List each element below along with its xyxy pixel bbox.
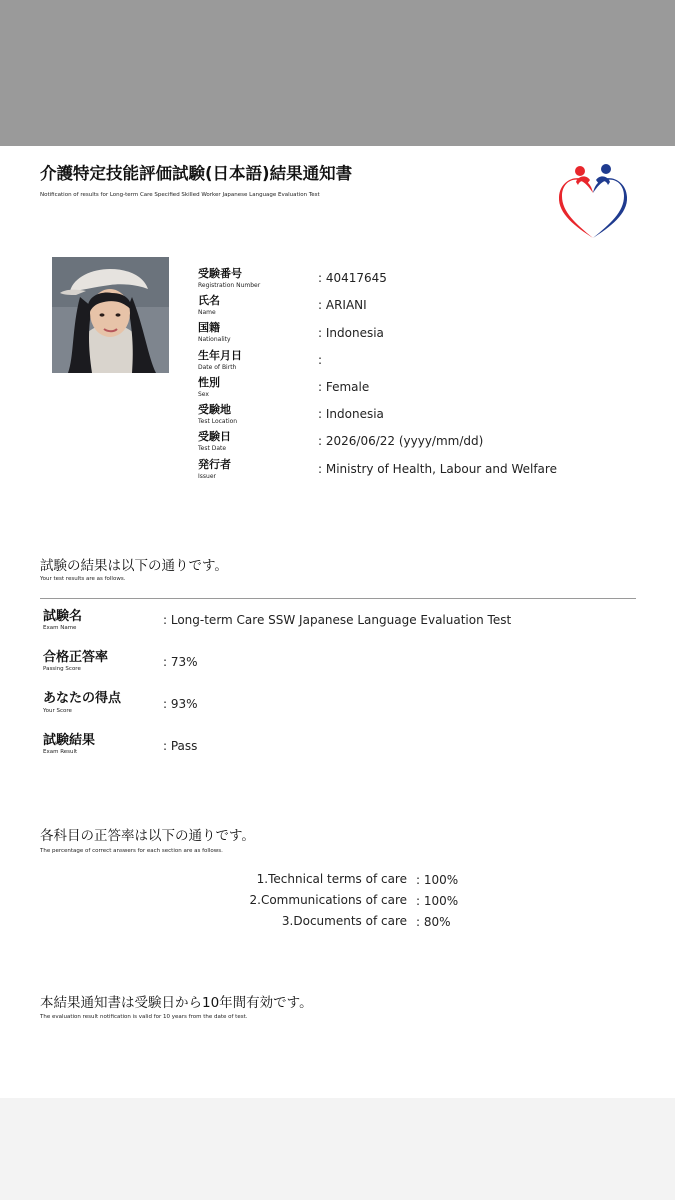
exam-name-label-en: Exam Name (43, 625, 77, 631)
date-of-birth-value: : (318, 353, 323, 367)
result-notification-document (0, 146, 675, 1098)
sections-subtitle: The percentage of correct answers for each section are as follows. (40, 848, 223, 854)
validity-subtitle: The evaluation result notification is valid for 10 years from the date of test. (40, 1014, 248, 1020)
sex-label-jp: 性別 (198, 376, 220, 389)
your-score-value: : 93% (163, 697, 198, 711)
bottom-band (0, 1098, 675, 1200)
subject-communications-score: : 100% (416, 894, 459, 908)
sections-title: 各科目の正答率は以下の通りです。 (40, 828, 255, 844)
test-date-value: : 2026/06/22 (yyyy/mm/dd) (318, 434, 484, 448)
test-location-label-jp: 受験地 (198, 403, 231, 416)
subject-communications: 2.Communications of care (249, 893, 407, 907)
sex-label-en: Sex (198, 391, 209, 398)
nationality-label-jp: 国籍 (198, 321, 220, 334)
exam-result-label-en: Exam Result (43, 749, 78, 755)
registration-number-label-en: Registration Number (198, 282, 261, 289)
results-section-subtitle: Your test results are as follows. (40, 576, 126, 582)
applicant-portrait-icon (52, 257, 169, 373)
exam-name-label-jp: 試験名 (43, 609, 83, 624)
your-score-label-en: Your Score (43, 708, 72, 714)
registration-number-label-jp: 受験番号 (198, 267, 242, 280)
date-of-birth-label-jp: 生年月日 (198, 349, 242, 362)
name-label-jp: 氏名 (198, 294, 220, 307)
document-title: 介護特定技能評価試験(日本語)結果通知書 (40, 164, 353, 183)
nationality-label-en: Nationality (198, 336, 231, 343)
test-date-label-en: Test Date (198, 445, 227, 452)
sex-value: : Female (318, 380, 370, 394)
top-gray-band (0, 0, 675, 146)
exam-result-label-jp: 試験結果 (43, 733, 96, 748)
your-score-label-jp: あなたの得点 (43, 691, 122, 706)
name-label-en: Name (198, 309, 216, 316)
issuer-value: : Ministry of Health, Labour and Welfare (318, 462, 557, 476)
passing-score-value: : 73% (163, 655, 198, 669)
applicant-photo (52, 257, 169, 373)
exam-name-value: : Long-term Care SSW Japanese Language Evaluation Test (163, 613, 512, 627)
test-location-label-en: Test Location (198, 418, 238, 425)
validity-title: 本結果通知書は受験日から10年間有効です。 (40, 995, 313, 1011)
passing-score-label-jp: 合格正答率 (43, 650, 109, 665)
subject-technical-terms-score: : 100% (416, 873, 459, 887)
name-value: : ARIANI (318, 298, 367, 312)
ministry-logo-icon (556, 160, 630, 240)
test-location-value: : Indonesia (318, 407, 384, 421)
issuer-label-jp: 発行者 (198, 458, 231, 471)
registration-number-value: : 40417645 (318, 271, 387, 285)
test-date-label-jp: 受験日 (198, 430, 231, 443)
issuer-label-en: Issuer (198, 473, 216, 480)
divider (40, 598, 636, 599)
exam-result-value: : Pass (163, 739, 198, 753)
results-section-title: 試験の結果は以下の通りです。 (40, 558, 228, 574)
subject-documents-score: : 80% (416, 915, 451, 929)
subject-technical-terms: 1.Technical terms of care (256, 872, 407, 886)
nationality-value: : Indonesia (318, 326, 384, 340)
subject-documents: 3.Documents of care (281, 914, 407, 928)
document-subtitle: Notification of results for Long-term Care Specified Skilled Worker Japanese Language Evaluation Test (40, 192, 320, 198)
passing-score-label-en: Passing Score (43, 666, 81, 672)
date-of-birth-label-en: Date of Birth (198, 364, 237, 371)
